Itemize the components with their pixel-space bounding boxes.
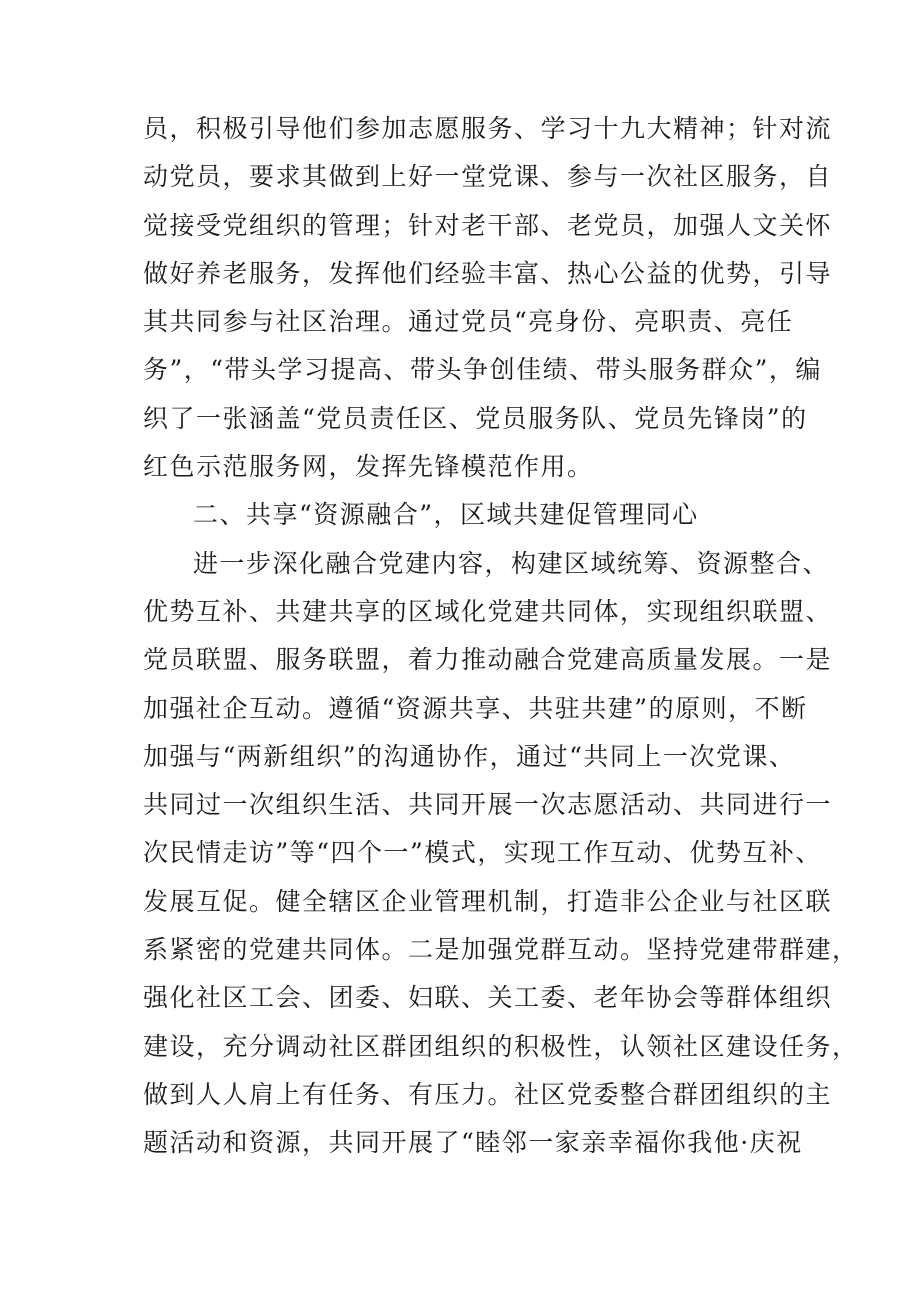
paragraph-line: 共同过一次组织生活、共同开展一次志愿活动、共同进行一 <box>143 790 833 820</box>
paragraph-line: 其共同参与社区治理。通过党员“亮身份、亮职责、亮任 <box>143 307 794 337</box>
paragraph-line: 强化社区工会、团委、妇联、关工委、老年协会等群体组织 <box>143 983 833 1013</box>
paragraph-line: 加强与“两新组织”的沟通协作，通过“共同上一次党课、 <box>143 741 796 771</box>
paragraph-line: 进一步深化融合党建内容，构建区域统筹、资源整合、 <box>193 548 830 578</box>
document-body <box>143 105 859 1168</box>
paragraph-line: 系紧密的党建共同体。二是加强党群互动。坚持党建带群建， <box>143 935 859 965</box>
section-heading: 二、共享“资源融合”，区域共建促管理同心 <box>193 500 699 530</box>
paragraph-line: 做到人人肩上有任务、有压力。社区党委整合群团组织的主 <box>143 1079 833 1109</box>
paragraph-line: 优势互补、共建共享的区域化党建共同体，实现组织联盟、 <box>143 596 833 626</box>
paragraph-line: 觉接受党组织的管理；针对老干部、老党员，加强人文关怀 <box>143 210 833 240</box>
paragraph-line: 建设，充分调动社区群团组织的积极性，认领社区建设任务， <box>143 1031 859 1061</box>
paragraph-line: 次民情走访”等“四个一”模式，实现工作互动、优势互补、 <box>143 838 822 868</box>
paragraph-line: 红色示范服务网，发挥先锋模范作用。 <box>143 452 594 482</box>
paragraph-2 <box>143 540 859 1168</box>
paragraph-line: 务”，“带头学习提高、带头争创佳绩、带头服务群众”，编 <box>143 355 822 385</box>
paragraph-line: 发展互促。健全辖区企业管理机制，打造非公企业与社区联 <box>143 886 833 916</box>
paragraph-line: 员，积极引导他们参加志愿服务、学习十九大精神；针对流 <box>143 114 833 143</box>
paragraph-line: 加强社企互动。遵循“资源共享、共驻共建”的原则，不断 <box>143 693 808 723</box>
paragraph-line: 做好养老服务，发挥他们经验丰富、热心公益的优势，引导 <box>143 258 833 288</box>
paragraph-line: 党员联盟、服务联盟，着力推动融合党建高质量发展。一是 <box>143 645 833 675</box>
paragraph-line: 动党员，要求其做到上好一堂党课、参与一次社区服务，自 <box>143 162 833 192</box>
paragraph-line: 题活动和资源，共同开展了“睦邻一家亲幸福你我他·庆祝 <box>143 1128 803 1158</box>
paragraph-1 <box>143 105 833 491</box>
paragraph-line: 织了一张涵盖“党员责任区、党员服务队、党员先锋岗”的 <box>143 403 808 433</box>
